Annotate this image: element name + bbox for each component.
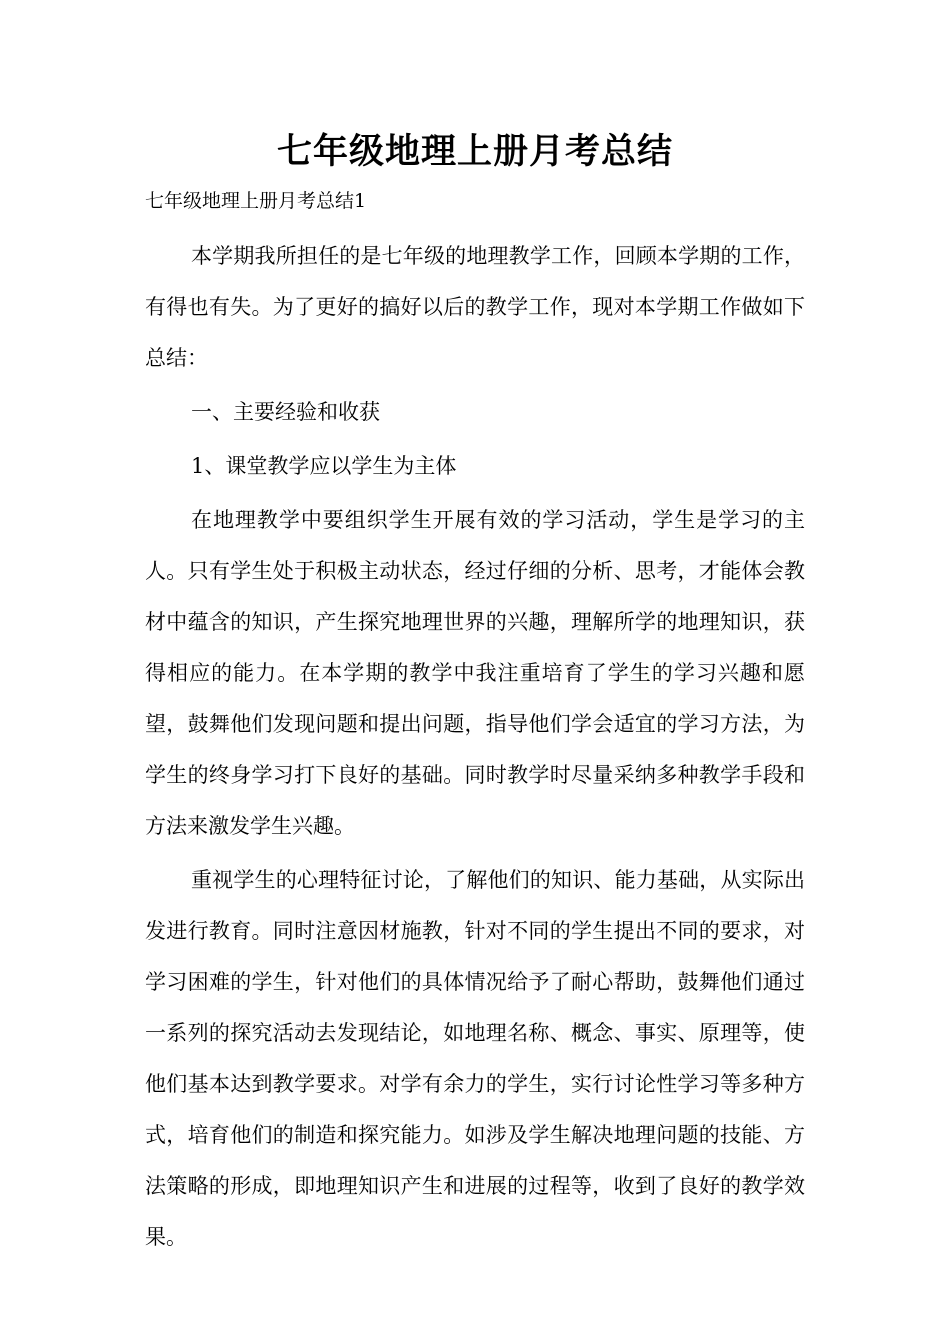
document-title: 七年级地理上册月考总结: [276, 132, 673, 172]
paragraph-student-centered: 在地理教学中要组织学生开展有效的学习活动，学生是学习的主人。只有学生处于积极主动状态，经过仔细的分析、思考，才能体会教材中蕴含的知识，产生探究地理世界的兴趣，理解所学的地理知识，获得相应的能力。在本学期的教学中我注重培育了学生的学习兴趣和愿望，鼓舞他们发现问题和提出问题，指导他们学会适宜的学习方法，为学生的终身学习打下良好的基础。同时教学时尽量采纳多种教学手段和方法来激发学生兴趣。: [145, 508, 805, 838]
section-heading: 一、主要经验和收获: [191, 400, 380, 424]
subsection-heading: 1、课堂教学应以学生为主体: [191, 454, 457, 478]
paragraph-intro: 本学期我所担任的是七年级的地理教学工作，回顾本学期的工作，有得也有失。为了更好的搞好以后的教学工作，现对本学期工作做如下总结：: [145, 244, 805, 370]
paragraph-individual-teaching: 重视学生的心理特征讨论，了解他们的知识、能力基础，从实际出发进行教育。同时注意因材施教，针对不同的学生提出不同的要求，对学习困难的学生，针对他们的具体情况给予了耐心帮助，鼓舞他们通过一系列的探究活动去发现结论，如地理名称、概念、事实、原理等，使他们基本达到教学要求。对学有余力的学生，实行讨论性学习等多种方式，培育他们的制造和探究能力。如涉及学生解决地理问题的技能、方法策略的形成，即地理知识产生和进展的过程等，收到了良好的教学效果。: [145, 868, 805, 1249]
document-body: [145, 231, 805, 1266]
document-subtitle: 七年级地理上册月考总结1: [145, 190, 367, 212]
